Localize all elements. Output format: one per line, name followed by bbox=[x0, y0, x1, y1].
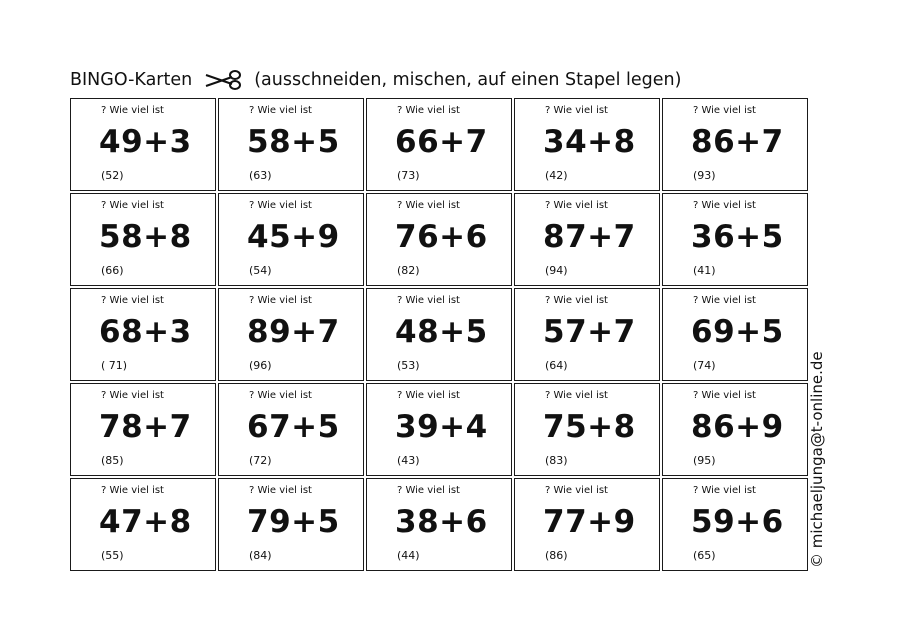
card-answer: (55) bbox=[101, 549, 124, 562]
bingo-card bbox=[514, 98, 660, 191]
card-question: ? Wie viel ist bbox=[397, 295, 460, 306]
card-question: ? Wie viel ist bbox=[397, 485, 460, 496]
bingo-card bbox=[366, 193, 512, 286]
bingo-card bbox=[218, 288, 364, 381]
card-answer: (53) bbox=[397, 359, 420, 372]
card-task: 47+8 bbox=[99, 504, 192, 540]
card-answer: (44) bbox=[397, 549, 420, 562]
card-question: ? Wie viel ist bbox=[693, 200, 756, 211]
card-task: 45+9 bbox=[247, 219, 340, 255]
card-task: 39+4 bbox=[395, 409, 488, 445]
card-question: ? Wie viel ist bbox=[249, 295, 312, 306]
card-task: 36+5 bbox=[691, 219, 784, 255]
page-header bbox=[70, 66, 681, 94]
card-answer: (83) bbox=[545, 454, 568, 467]
bingo-card bbox=[662, 288, 808, 381]
bingo-card bbox=[218, 478, 364, 571]
card-answer: (65) bbox=[693, 549, 716, 562]
bingo-card bbox=[218, 98, 364, 191]
card-task: 57+7 bbox=[543, 314, 636, 350]
card-task: 38+6 bbox=[395, 504, 488, 540]
card-task: 87+7 bbox=[543, 219, 636, 255]
bingo-card bbox=[662, 383, 808, 476]
card-answer: (73) bbox=[397, 169, 420, 182]
bingo-card bbox=[70, 478, 216, 571]
card-question: ? Wie viel ist bbox=[101, 105, 164, 116]
card-answer: (93) bbox=[693, 169, 716, 182]
card-task: 68+3 bbox=[99, 314, 192, 350]
card-task: 89+7 bbox=[247, 314, 340, 350]
bingo-card bbox=[514, 193, 660, 286]
card-task: 79+5 bbox=[247, 504, 340, 540]
card-answer: ( 71) bbox=[101, 359, 128, 372]
scissors-icon bbox=[202, 68, 242, 92]
card-answer: (94) bbox=[545, 264, 568, 277]
card-task: 58+5 bbox=[247, 124, 340, 160]
card-question: ? Wie viel ist bbox=[101, 200, 164, 211]
instructions-text: (ausschneiden, mischen, auf einen Stapel legen) bbox=[254, 70, 682, 90]
card-question: ? Wie viel ist bbox=[693, 105, 756, 116]
bingo-card bbox=[218, 193, 364, 286]
card-question: ? Wie viel ist bbox=[101, 390, 164, 401]
card-question: ? Wie viel ist bbox=[397, 105, 460, 116]
card-task: 58+8 bbox=[99, 219, 192, 255]
card-answer: (86) bbox=[545, 549, 568, 562]
card-task: 59+6 bbox=[691, 504, 784, 540]
card-question: ? Wie viel ist bbox=[545, 200, 608, 211]
bingo-card bbox=[514, 288, 660, 381]
card-task: 76+6 bbox=[395, 219, 488, 255]
card-task: 86+9 bbox=[691, 409, 784, 445]
bingo-card bbox=[662, 98, 808, 191]
card-task: 78+7 bbox=[99, 409, 192, 445]
bingo-card bbox=[366, 383, 512, 476]
bingo-card bbox=[366, 288, 512, 381]
card-question: ? Wie viel ist bbox=[545, 105, 608, 116]
card-task: 67+5 bbox=[247, 409, 340, 445]
bingo-card bbox=[662, 193, 808, 286]
bingo-card bbox=[366, 478, 512, 571]
bingo-card bbox=[70, 98, 216, 191]
bingo-card bbox=[218, 383, 364, 476]
card-question: ? Wie viel ist bbox=[545, 295, 608, 306]
bingo-card bbox=[514, 383, 660, 476]
copyright-text: © michaeljunga@t-online.de bbox=[808, 351, 826, 568]
card-answer: (54) bbox=[249, 264, 272, 277]
card-question: ? Wie viel ist bbox=[397, 200, 460, 211]
bingo-card-grid bbox=[70, 98, 808, 571]
bingo-card bbox=[70, 383, 216, 476]
card-answer: (41) bbox=[693, 264, 716, 277]
card-question: ? Wie viel ist bbox=[545, 485, 608, 496]
card-task: 86+7 bbox=[691, 124, 784, 160]
card-task: 77+9 bbox=[543, 504, 636, 540]
bingo-card bbox=[70, 193, 216, 286]
bingo-card bbox=[70, 288, 216, 381]
card-answer: (82) bbox=[397, 264, 420, 277]
card-answer: (52) bbox=[101, 169, 124, 182]
card-question: ? Wie viel ist bbox=[693, 390, 756, 401]
card-answer: (63) bbox=[249, 169, 272, 182]
card-answer: (72) bbox=[249, 454, 272, 467]
card-answer: (84) bbox=[249, 549, 272, 562]
card-task: 34+8 bbox=[543, 124, 636, 160]
card-question: ? Wie viel ist bbox=[693, 295, 756, 306]
card-answer: (95) bbox=[693, 454, 716, 467]
card-question: ? Wie viel ist bbox=[101, 295, 164, 306]
card-answer: (85) bbox=[101, 454, 124, 467]
card-question: ? Wie viel ist bbox=[545, 390, 608, 401]
card-task: 66+7 bbox=[395, 124, 488, 160]
page-title: BINGO-Karten bbox=[70, 70, 193, 90]
card-question: ? Wie viel ist bbox=[693, 485, 756, 496]
card-task: 48+5 bbox=[395, 314, 488, 350]
bingo-card bbox=[514, 478, 660, 571]
card-answer: (43) bbox=[397, 454, 420, 467]
card-answer: (96) bbox=[249, 359, 272, 372]
card-question: ? Wie viel ist bbox=[397, 390, 460, 401]
card-task: 49+3 bbox=[99, 124, 192, 160]
card-answer: (74) bbox=[693, 359, 716, 372]
card-question: ? Wie viel ist bbox=[249, 200, 312, 211]
bingo-card bbox=[366, 98, 512, 191]
card-task: 75+8 bbox=[543, 409, 636, 445]
card-question: ? Wie viel ist bbox=[101, 485, 164, 496]
card-answer: (66) bbox=[101, 264, 124, 277]
card-question: ? Wie viel ist bbox=[249, 105, 312, 116]
bingo-card bbox=[662, 478, 808, 571]
card-question: ? Wie viel ist bbox=[249, 485, 312, 496]
card-answer: (42) bbox=[545, 169, 568, 182]
card-question: ? Wie viel ist bbox=[249, 390, 312, 401]
card-task: 69+5 bbox=[691, 314, 784, 350]
card-answer: (64) bbox=[545, 359, 568, 372]
